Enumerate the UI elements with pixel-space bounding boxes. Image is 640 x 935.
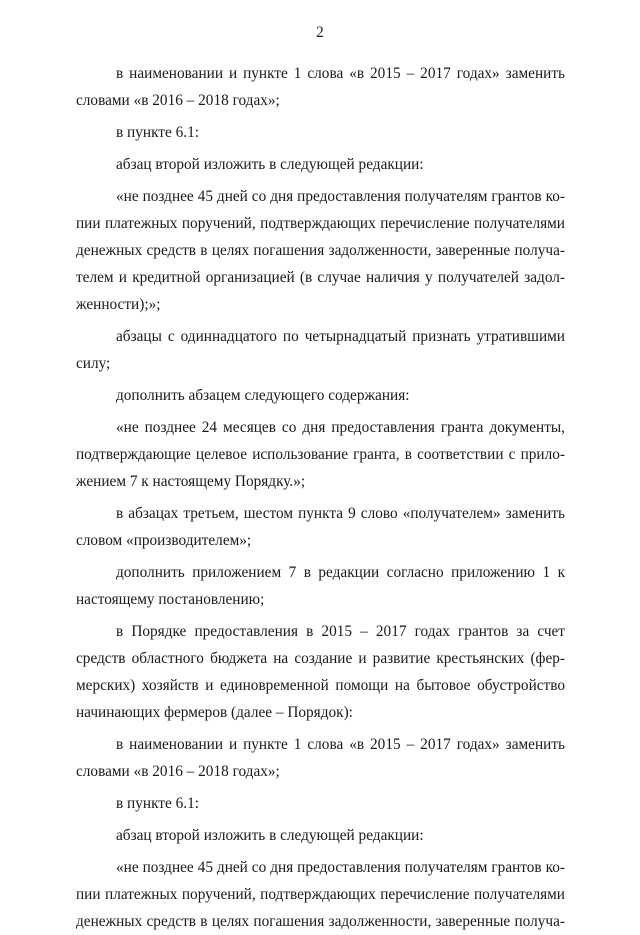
- text-line: абзацы с одиннадцатого по четырнадцатый признать утратившими: [116, 328, 565, 345]
- text-line: в абзацах третьем, шестом пункта 9 слово «получателем» заменить: [116, 505, 565, 522]
- text-line: словом «производителем»;: [76, 532, 252, 549]
- text-line: «не позднее 45 дней со дня предоставления получателям грантов ко-: [116, 859, 565, 876]
- paragraph: [76, 60, 565, 114]
- text-line: «не позднее 24 месяцев со дня предоставления гранта документы,: [116, 419, 565, 436]
- text-line: подтверждающие целевое использование гранта, в соответствии с прило-: [76, 446, 565, 463]
- paragraph: [76, 618, 565, 726]
- paragraph: [76, 151, 565, 178]
- text-line: дополнить приложением 7 в редакции согласно приложению 1 к: [116, 564, 565, 581]
- paragraph: [76, 854, 565, 935]
- text-line: силу;: [76, 355, 111, 372]
- paragraph: [76, 119, 565, 146]
- text-line: жением 7 к настоящему Порядку.»;: [76, 473, 306, 490]
- text-line: в наименовании и пункте 1 слова «в 2015 – 2017 годах» заменить: [116, 65, 565, 82]
- text-line: денежных средств в целях погашения задолженности, заверенные получа-: [76, 242, 565, 259]
- text-line: в пункте 6.1:: [116, 795, 199, 812]
- paragraph: [76, 790, 565, 817]
- paragraph: [76, 559, 565, 613]
- text-line: денежных средств в целях погашения задолженности, заверенные получа-: [76, 913, 565, 930]
- text-line: телем и кредитной организацией (в случае наличия у получателей задол-: [76, 269, 565, 286]
- text-line: женности);»;: [76, 296, 161, 313]
- text-line: абзац второй изложить в следующей редакции:: [116, 156, 424, 173]
- text-line: пии платежных поручений, подтверждающих перечисление получателями: [76, 215, 565, 232]
- text-line: дополнить абзацем следующего содержания:: [116, 387, 410, 404]
- paragraph: [76, 500, 565, 554]
- text-line: в пункте 6.1:: [116, 124, 199, 141]
- text-line: мерских) хозяйств и единовременной помощи на бытовое обустройство: [76, 677, 565, 694]
- text-line: в наименовании и пункте 1 слова «в 2015 – 2017 годах» заменить: [116, 736, 565, 753]
- page-number: 2: [316, 24, 324, 41]
- paragraph: [76, 323, 565, 377]
- text-line: словами «в 2016 – 2018 годах»;: [76, 92, 280, 109]
- text-line: словами «в 2016 – 2018 годах»;: [76, 763, 280, 780]
- text-line: пии платежных поручений, подтверждающих перечисление получателями: [76, 886, 565, 903]
- text-line: «не позднее 45 дней со дня предоставления получателям грантов ко-: [116, 188, 565, 205]
- text-line: настоящему постановлению;: [76, 591, 265, 608]
- paragraph: [76, 731, 565, 785]
- text-line: абзац второй изложить в следующей редакции:: [116, 827, 424, 844]
- text-line: в Порядке предоставления в 2015 – 2017 годах грантов за счет: [116, 623, 565, 640]
- text-line: средств областного бюджета на создание и развитие крестьянских (фер-: [76, 650, 565, 667]
- paragraph: [76, 382, 565, 409]
- paragraph: [76, 414, 565, 495]
- document-body: [76, 60, 565, 935]
- paragraph: [76, 183, 565, 318]
- paragraph: [76, 822, 565, 849]
- text-line: начинающих фермеров (далее – Порядок):: [76, 704, 353, 721]
